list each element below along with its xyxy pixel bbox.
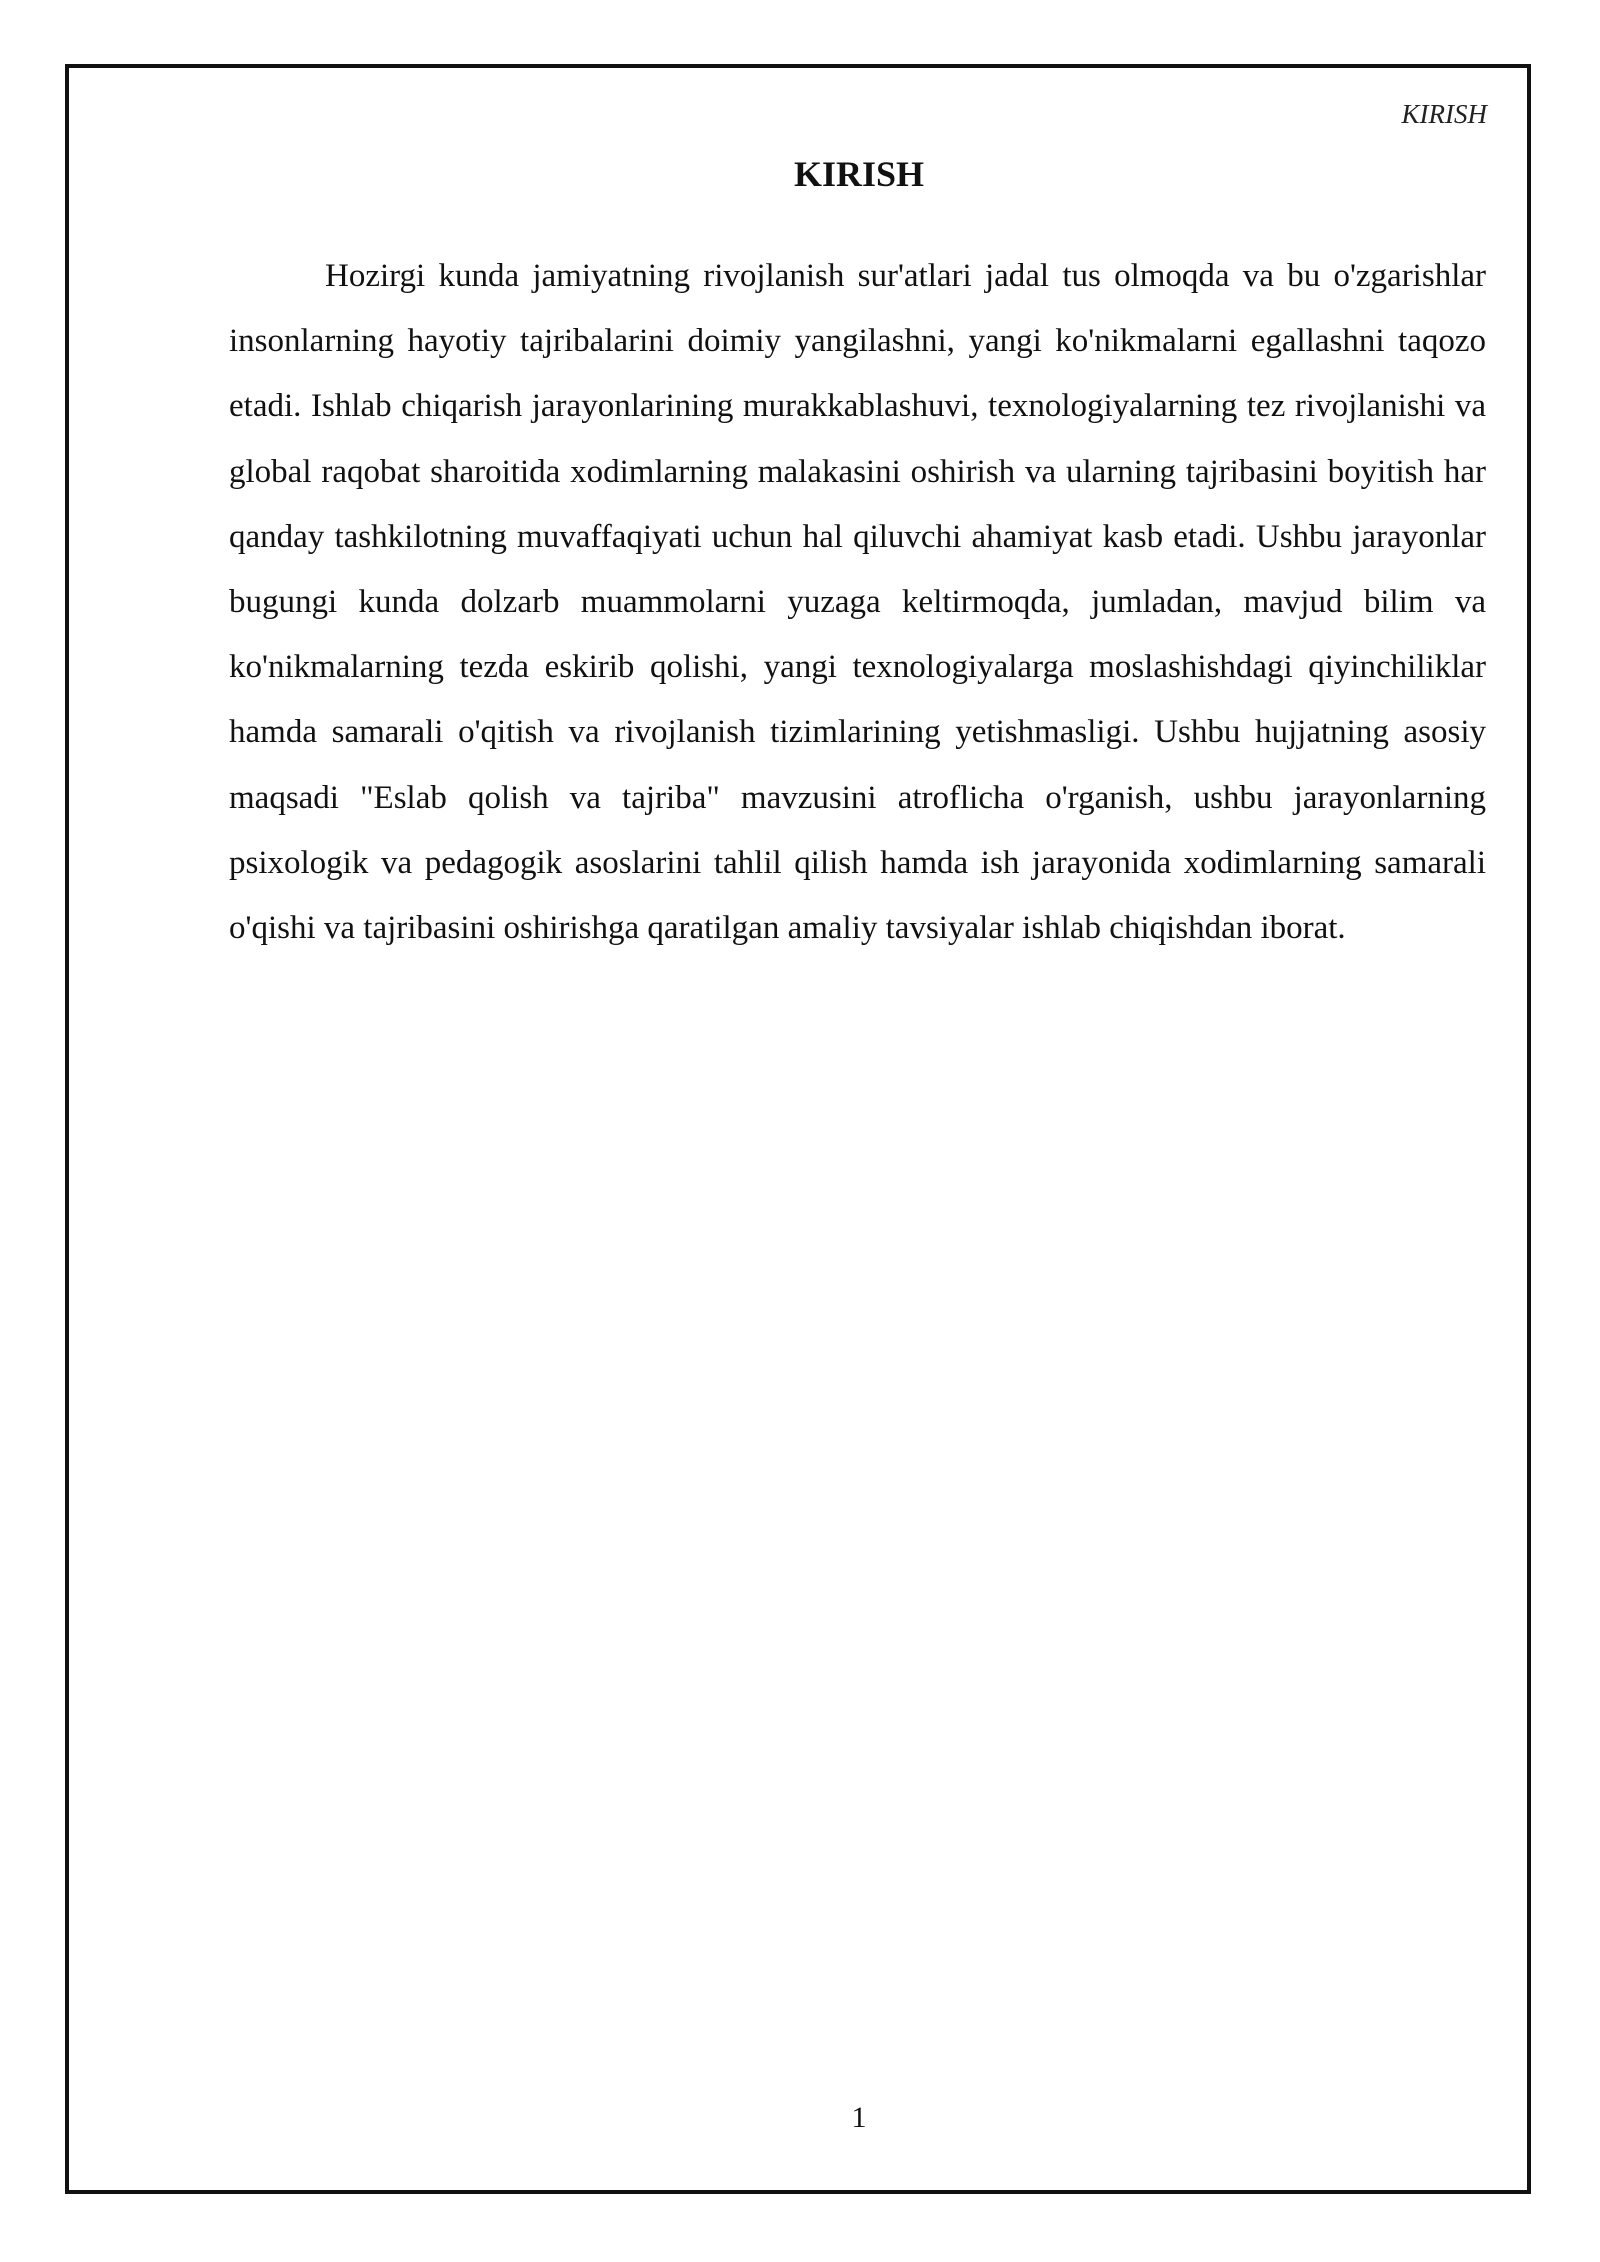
page-title: KIRISH — [793, 154, 925, 194]
page-number: 1 — [851, 2101, 867, 2134]
running-header: KIRISH — [1401, 99, 1487, 129]
body-paragraph: Hozirgi kunda jamiyatning rivojlanish sur'atlari jadal tus olmoqda va bu o'zgarishlar insonlarning hayotiy tajribalarini doimiy yangilashni, yangi ko'nikmalarni egallashni taqozo etadi. Ishlab chiqarish jarayonlarining murakkablashuvi, texnologiyalarning tez rivojlanishi va global raqobat sharoitida xodimlarning malakasini oshirish va ularning tajribasini boyitish har qanday tashkilotning muvaffaqiyati uchun hal qiluvchi ahamiyat kasb etadi. Ushbu jarayonlar bugungi kunda dolzarb muammolarni yuzaga keltirmoqda, jumladan, mavjud bilim va ko'nikmalarning tezda eskirib qolishi, yangi texnologiyalarga moslashishdagi qiyinchiliklar hamda samarali o'qitish va rivojlanish tizimlarining yetishmasligi. Ushbu hujjatning asosiy maqsadi "Eslab qolish va tajriba" mavzusini atroflicha o'rganish, ushbu jarayonlarning psixologik va pedagogik asoslarini tahlil qilish hamda ish jarayonida xodimlarning samarali o'qishi va tajribasini oshirishga qaratilgan amaliy tavsiyalar ishlab chiqishdan iborat. — [229, 258, 1486, 947]
